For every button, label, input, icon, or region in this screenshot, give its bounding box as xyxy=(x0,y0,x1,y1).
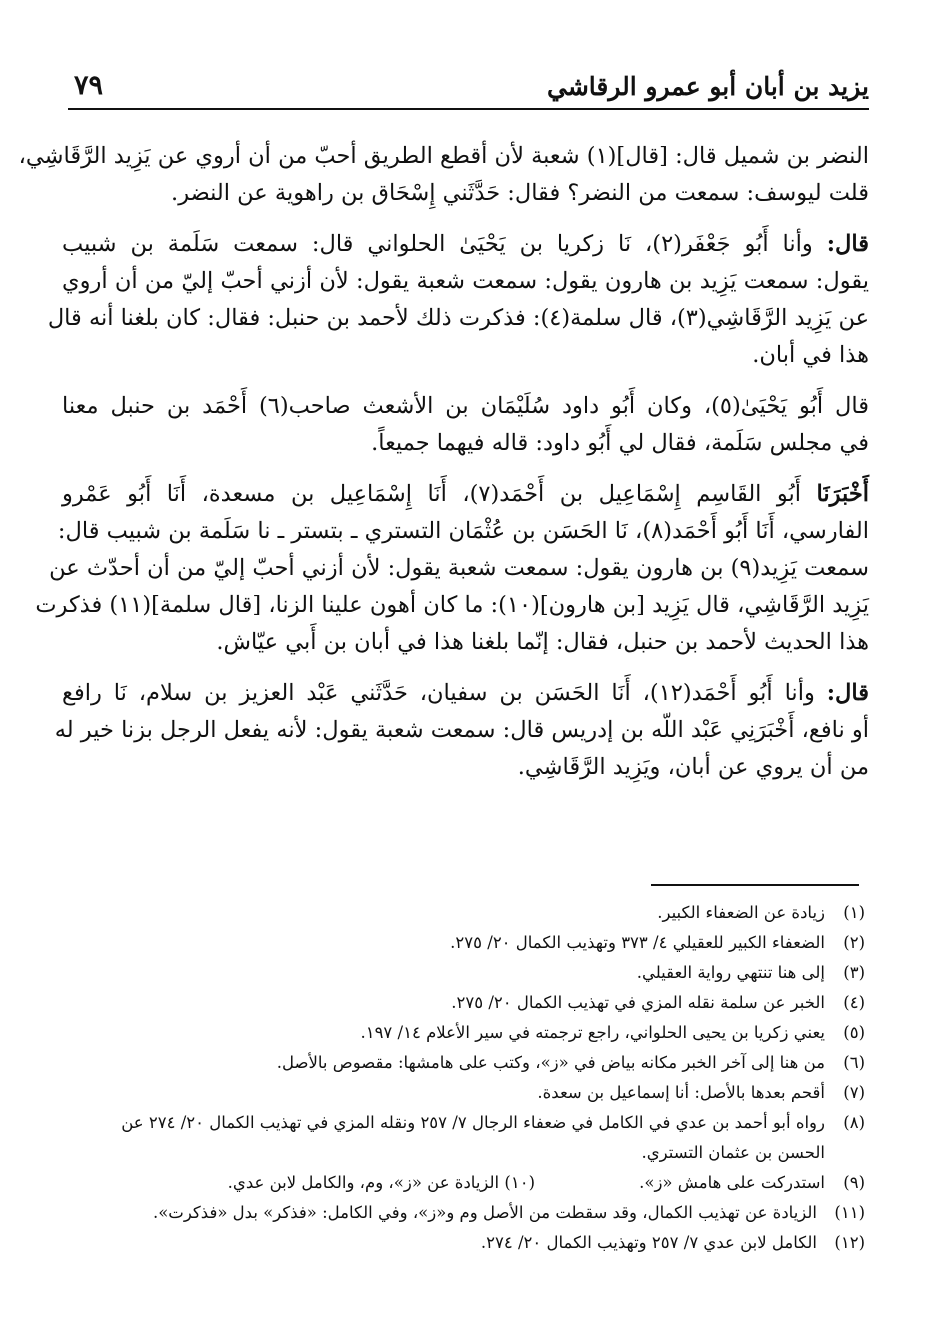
footnote-text: الخبر عن سلمة نقله المزي في تهذيب الكمال ٢٠/ ٢٧٥. xyxy=(451,993,825,1012)
body-text xyxy=(18,138,869,800)
text-line xyxy=(62,476,869,513)
footnote-number: (١٢) xyxy=(834,1233,865,1252)
footnote-number: (٤) xyxy=(843,993,865,1012)
footnote-text: رواه أبو أحمد بن عدي في الكامل في ضعفاء الرجال ٧/ ٢٥٧ ونقله المزي في تهذيب الكمال ٢٠/ ٢٧٤ عن xyxy=(121,1113,825,1132)
footnote-text: الزيادة عن تهذيب الكمال، وقد سقطت من الأصل وم و«ز»، وفي الكامل: «فذكر» بدل «فذكرت». xyxy=(152,1203,817,1222)
footnote xyxy=(66,1078,865,1108)
text-line: قلت ليوسف: سمعت من النضر؟ فقال: حَدَّثَني إِسْحَاق بن راهوية عن النضر. xyxy=(171,180,869,206)
footnote-number: (١) xyxy=(843,903,865,922)
footnote-text: يعني زكريا بن يحيى الحلواني، راجع ترجمته في سير الأعلام ١٤/ ١٩٧. xyxy=(360,1023,825,1042)
footnote xyxy=(66,1048,865,1078)
footnote xyxy=(66,928,865,958)
running-title: يزيد بن أبان أبو عمرو الرقاشي xyxy=(547,72,869,101)
footnote-pair xyxy=(66,1168,865,1198)
line-text: أَبُو القَاسِم إِسْمَاعِيل بن أَحْمَد(٧)، أَنَا إِسْمَاعِيل بن مسعدة، أَنَا أَبُو عَمْرو xyxy=(62,481,817,507)
footnote xyxy=(66,958,865,988)
footnote-text: من هنا إلى آخر الخبر مكانه بياض في «ز»، وكتب على هامشها: مقصوص بالأصل. xyxy=(276,1053,825,1072)
footnote-text: استدركت على هامش «ز». xyxy=(639,1173,825,1192)
paragraph-5 xyxy=(54,675,869,786)
footnote-separator xyxy=(651,884,859,886)
footnote-text: زيادة عن الضعفاء الكبير. xyxy=(657,903,825,922)
footnote-number: (٨) xyxy=(843,1113,865,1132)
text-line: يقول: سمعت يَزِيد بن هارون يقول: سمعت شعبة يقول: لأن أزني أحبّ إليّ من أن أروي xyxy=(62,268,869,294)
paragraph-lead: قال: xyxy=(826,231,869,257)
footnote xyxy=(66,1018,865,1048)
paragraph-2 xyxy=(47,226,869,374)
text-line xyxy=(62,675,869,712)
paragraph-4 xyxy=(35,476,869,661)
footnote xyxy=(66,1198,865,1228)
text-line: أو نافع، أَخْبَرَنِي عَبْد اللّه بن إدريس قال: سمعت شعبة يقول: لأنه يفعل الرجل بزنا خير له xyxy=(54,717,869,743)
footnote-text: أقحم بعدها بالأصل: أنا إسماعيل بن سعدة. xyxy=(537,1083,825,1102)
footnote xyxy=(535,1168,865,1198)
text-line xyxy=(62,226,869,263)
text-line: هذا الحديث لأحمد بن حنبل، فقال: إنّما بلغنا هذا في أبان بن أَبي عيّاش. xyxy=(216,629,869,655)
footnote-continuation: الحسن بن عثمان التستري. xyxy=(641,1143,825,1162)
footnote xyxy=(66,1228,865,1258)
text-line: سمعت يَزِيد(٩) بن هارون يقول: سمعت شعبة يقول: لأن أزني أحبّ إليّ من أن أحدّث عن xyxy=(49,555,869,581)
footnote-text: الكامل لابن عدي ٧/ ٢٥٧ وتهذيب الكمال ٢٠/ ٢٧٤. xyxy=(480,1233,817,1252)
line-text: وأنا أَبُو جَعْفَر(٢)، نَا زكريا بن يَحْيَىٰ الحلواني قال: سمعت سَلَمة بن شبيب xyxy=(62,231,827,257)
footnote-number: (٣) xyxy=(843,963,865,982)
footnote-number: (٥) xyxy=(843,1023,865,1042)
footnote xyxy=(66,898,865,928)
footnotes xyxy=(66,898,865,1258)
footnote-text: إلى هنا تنتهي رواية العقيلي. xyxy=(636,963,825,982)
page-header xyxy=(68,58,869,110)
footnote-text: الضعفاء الكبير للعقيلي ٤/ ٣٧٣ وتهذيب الكمال ٢٠/ ٢٧٥. xyxy=(450,933,825,952)
footnote-text: الزيادة عن «ز»، وم، والكامل لابن عدي. xyxy=(227,1173,500,1192)
paragraph-1 xyxy=(18,138,869,212)
paragraph-3 xyxy=(62,388,869,462)
text-line: عن يَزِيد الرَّقَاشِي(٣)، قال سلمة(٤): فذكرت ذلك لأحمد بن حنبل: فقال: كان بلغنا أنه قال xyxy=(47,305,869,331)
text-line: من أن يروي عن أبان، ويَزِيد الرَّقَاشِي. xyxy=(517,754,869,780)
footnote-number: (١١) xyxy=(834,1203,865,1222)
page-number: ٧٩ xyxy=(74,70,104,101)
footnote xyxy=(66,988,865,1018)
footnote-number: (٢) xyxy=(843,933,865,952)
text-line: النضر بن شميل قال: [قال](١) شعبة لأن أقطع الطريق أحبّ من أن أروي عن يَزِيد الرَّقَاشِي، xyxy=(18,143,869,169)
paragraph-lead: أَخْبَرَنَا xyxy=(816,481,869,507)
text-line: الفارسي، أَنَا أَبُو أَحْمَد(٨)، نَا الحَسَن بن عُثْمَان التستري ـ بتستر ـ نا سَلَمة بن شبيب قال: xyxy=(57,518,869,544)
footnote xyxy=(66,1108,865,1138)
paragraph-lead: قال: xyxy=(826,680,869,706)
footnote xyxy=(228,1168,535,1198)
text-line: يَزِيد الرَّقَاشِي، قال يَزِيد [بن هارون](١٠): ما كان أهون علينا الزنا، [قال سلمة](١١) فذكرت xyxy=(35,592,869,618)
text-line: هذا في أبان. xyxy=(752,342,869,368)
text-line: في مجلس سَلَمة، فقال لي أَبُو داود: قاله فيهما جميعاً. xyxy=(371,430,869,456)
line-text: وأنا أَبُو أَحْمَد(١٢)، أَنَا الحَسَن بن سفيان، حَدَّثَني عَبْد العزيز بن سلام، نَا رافع xyxy=(62,680,827,706)
footnote-number: (٩) xyxy=(843,1173,865,1192)
text-line: قال أَبُو يَحْيَىٰ(٥)، وكان أَبُو داود سُلَيْمَان بن الأشعث صاحب(٦) أَحْمَد بن حنبل معنا xyxy=(62,393,869,419)
footnote-number: (٧) xyxy=(843,1083,865,1102)
footnote-number: (١٠) xyxy=(504,1173,535,1192)
footnote-number: (٦) xyxy=(843,1053,865,1072)
